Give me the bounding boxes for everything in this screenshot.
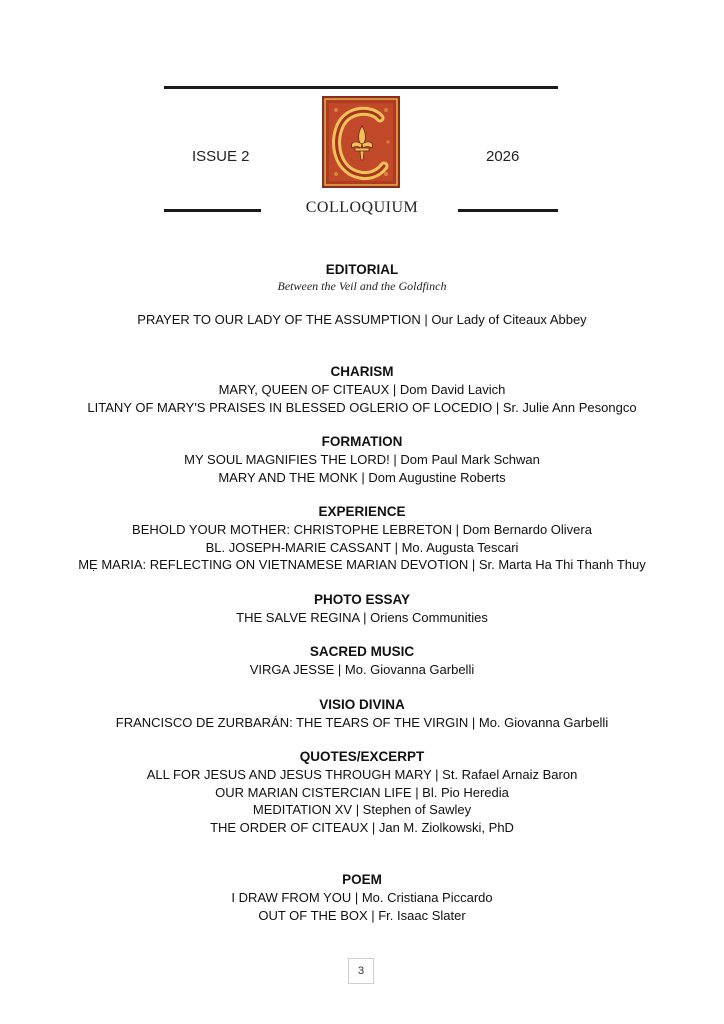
section-heading: VISIO DIVINA [319, 697, 405, 712]
toc-entry: LITANY OF MARY'S PRAISES IN BLESSED OGLERIO OF LOCEDIO | Sr. Julie Ann Pesongco [87, 399, 637, 415]
top-rule [164, 86, 558, 89]
toc-entry: MẸ MARIA: REFLECTING ON VIETNAMESE MARIAN DEVOTION | Sr. Marta Ha Thi Thanh Thuy [78, 557, 646, 572]
toc-entry: VIRGA JESSE | Mo. Giovanna Garbelli [249, 662, 475, 677]
toc-entry: ALL FOR JESUS AND JESUS THROUGH MARY | St. Rafael Arnaiz Baron [146, 767, 578, 782]
toc-entry: BEHOLD YOUR MOTHER: CHRISTOPHE LEBRETON | Dom Bernardo Olivera [132, 522, 592, 537]
section-heading: EXPERIENCE [318, 504, 406, 519]
section-heading: FORMATION [321, 434, 403, 449]
section-heading: CHARISM [330, 364, 394, 379]
section-charism [0, 363, 724, 416]
toc-entry: MEDITATION XV | Stephen of Sawley [252, 802, 472, 817]
section-heading: POEM [342, 872, 382, 887]
section-experience [0, 503, 724, 574]
section-sacred-music [0, 643, 724, 679]
masthead-title: COLLOQUIUM [305, 199, 419, 216]
toc-entry: BL. JOSEPH-MARIE CASSANT | Mo. Augusta Tescari [205, 539, 519, 555]
toc-entry: MARY AND THE MONK | Dom Augustine Roberts [218, 469, 506, 485]
toc-entry: I DRAW FROM YOU | Mo. Cristiana Piccardo [231, 890, 493, 905]
toc-entry: OUR MARIAN CISTERCIAN LIFE | Bl. Pio Heredia [215, 784, 509, 800]
section-heading: SACRED MUSIC [309, 644, 415, 659]
toc-entry: OUT OF THE BOX | Fr. Isaac Slater [258, 907, 466, 923]
section-formation [0, 433, 724, 486]
toc-entry: THE SALVE REGINA | Oriens Communities [236, 610, 488, 625]
right-rule [458, 209, 558, 212]
section-photo-essay [0, 591, 724, 627]
issue-label: ISSUE 2 [192, 148, 250, 165]
toc-entry: THE ORDER OF CITEAUX | Jan M. Ziolkowski, PhD [210, 819, 514, 835]
toc-entry: MARY, QUEEN OF CITEAUX | Dom David Lavich [218, 382, 506, 397]
toc-entry: MY SOUL MAGNIFIES THE LORD! | Dom Paul Mark Schwan [184, 452, 540, 467]
toc-entry: PRAYER TO OUR LADY OF THE ASSUMPTION | Our Lady of Citeaux Abbey [137, 312, 587, 327]
editorial-entries [0, 311, 724, 329]
section-editorial [0, 261, 724, 294]
page-number: 3 [348, 958, 374, 984]
year-label: 2026 [486, 148, 520, 165]
section-heading: QUOTES/EXCERPT [299, 749, 425, 764]
editorial-subtitle: Between the Veil and the Goldfinch [277, 279, 447, 293]
section-heading: PHOTO ESSAY [313, 592, 411, 607]
illuminated-letter-c-fleur-de-lis-icon [322, 96, 400, 188]
section-quotes-excerpt [0, 748, 724, 836]
section-visio-divina [0, 696, 724, 732]
toc-entry: FRANCISCO DE ZURBARÁN: THE TEARS OF THE VIRGIN | Mo. Giovanna Garbelli [115, 715, 609, 730]
section-heading: EDITORIAL [325, 262, 399, 277]
section-poem [0, 871, 724, 924]
